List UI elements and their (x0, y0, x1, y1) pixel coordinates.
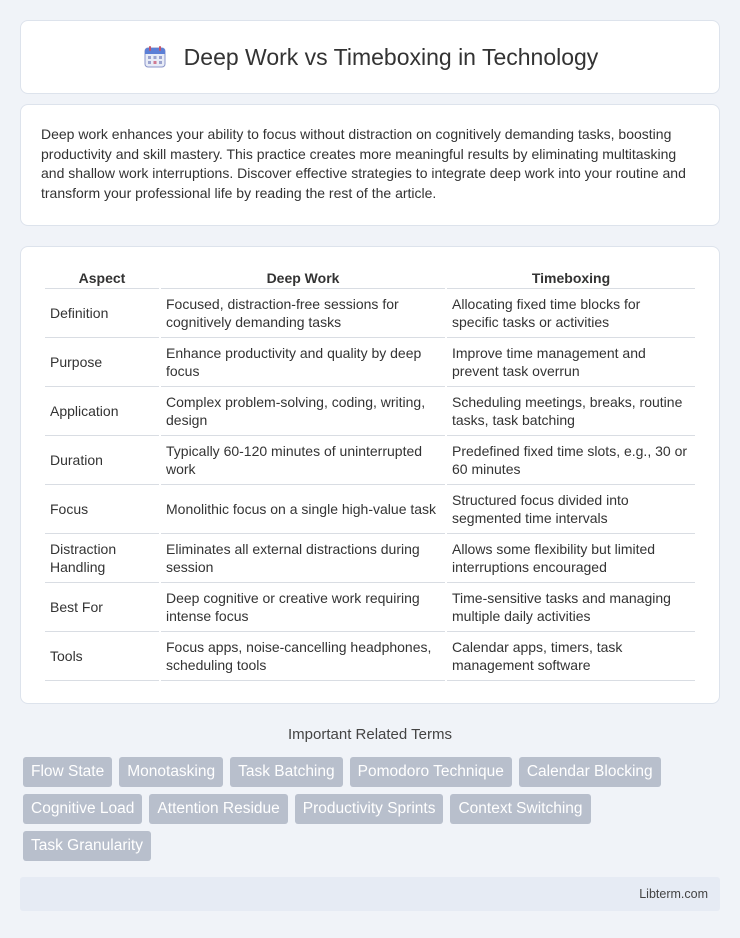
related-term-tag[interactable]: Flow State (23, 757, 112, 787)
row-aspect: Focus (45, 485, 159, 534)
row-deep-work: Enhance productivity and quality by deep focus (161, 338, 445, 387)
row-deep-work: Eliminates all external distractions during session (161, 534, 445, 583)
row-aspect: Duration (45, 436, 159, 485)
row-deep-work: Deep cognitive or creative work requiring intense focus (161, 583, 445, 632)
intro-paragraph: Deep work enhances your ability to focus without distraction on cognitively demanding tasks, boosting productivity and skill mastery. This practice creates more meaningful results by eliminating multitasking and shallow work interruptions. Discover effective strategies to integrate deep work into your routine and transform your professional life by reading the rest of the article. (20, 104, 720, 226)
row-timeboxing: Structured focus divided into segmented time intervals (447, 485, 695, 534)
table-row (45, 583, 695, 632)
related-term-tag[interactable]: Productivity Sprints (295, 794, 444, 824)
column-header-aspect: Aspect (45, 263, 159, 289)
related-term-tag[interactable]: Cognitive Load (23, 794, 142, 824)
comparison-table-card (20, 246, 720, 704)
row-timeboxing: Allows some flexibility but limited interruptions encouraged (447, 534, 695, 583)
calendar-icon (142, 44, 168, 70)
row-deep-work: Focus apps, noise-cancelling headphones, scheduling tools (161, 632, 445, 681)
table-row (45, 289, 695, 338)
row-timeboxing: Improve time management and prevent task overrun (447, 338, 695, 387)
related-term-tag[interactable]: Monotasking (119, 757, 223, 787)
related-term-tag[interactable]: Task Batching (230, 757, 343, 787)
related-terms-list (23, 757, 717, 861)
row-aspect: Definition (45, 289, 159, 338)
footer-site-link[interactable]: Libterm.com (639, 887, 708, 901)
page-title: Deep Work vs Timeboxing in Technology (183, 43, 599, 70)
column-header-deep-work: Deep Work (161, 263, 445, 289)
related-terms-title: Important Related Terms (288, 726, 452, 743)
row-deep-work: Typically 60-120 minutes of uninterrupted work (161, 436, 445, 485)
row-timeboxing: Time-sensitive tasks and managing multiple daily activities (447, 583, 695, 632)
row-timeboxing: Predefined fixed time slots, e.g., 30 or 60 minutes (447, 436, 695, 485)
comparison-table (43, 263, 697, 681)
row-timeboxing: Calendar apps, timers, task management software (447, 632, 695, 681)
row-timeboxing: Scheduling meetings, breaks, routine tasks, task batching (447, 387, 695, 436)
related-term-tag[interactable]: Calendar Blocking (519, 757, 661, 787)
table-row (45, 534, 695, 583)
related-term-tag[interactable]: Task Granularity (23, 831, 151, 861)
table-row (45, 338, 695, 387)
related-term-tag[interactable]: Pomodoro Technique (350, 757, 512, 787)
row-timeboxing: Allocating fixed time blocks for specific tasks or activities (447, 289, 695, 338)
table-row (45, 436, 695, 485)
row-aspect: Best For (45, 583, 159, 632)
row-aspect: Purpose (45, 338, 159, 387)
row-aspect: Distraction Handling (45, 534, 159, 583)
table-row (45, 387, 695, 436)
table-row (45, 632, 695, 681)
related-term-tag[interactable]: Attention Residue (149, 794, 287, 824)
page-header (20, 20, 720, 94)
row-aspect: Application (45, 387, 159, 436)
row-aspect: Tools (45, 632, 159, 681)
column-header-timeboxing: Timeboxing (447, 263, 695, 289)
table-row (45, 485, 695, 534)
table-header-row (45, 263, 695, 289)
related-term-tag[interactable]: Context Switching (450, 794, 590, 824)
row-deep-work: Complex problem-solving, coding, writing, design (161, 387, 445, 436)
row-deep-work: Monolithic focus on a single high-value task (161, 485, 445, 534)
site-footer (20, 877, 720, 911)
row-deep-work: Focused, distraction-free sessions for cognitively demanding tasks (161, 289, 445, 338)
